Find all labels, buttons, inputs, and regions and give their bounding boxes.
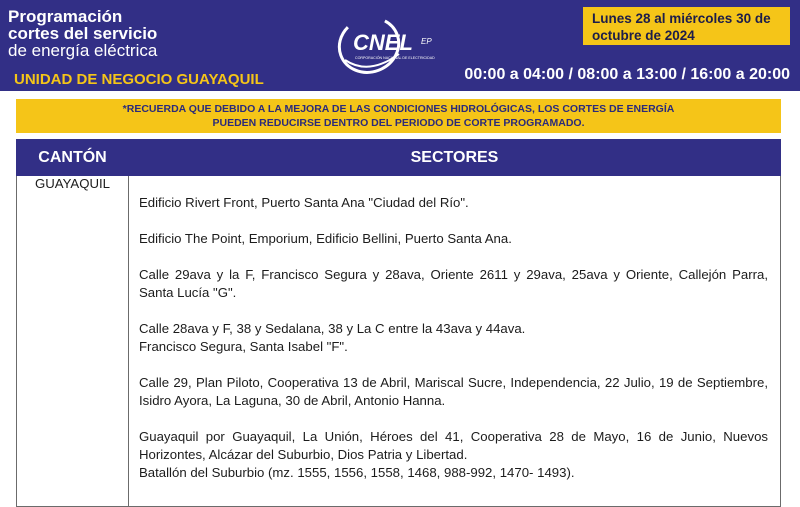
sector-line: Batallón del Suburbio (mz. 1555, 1556, 1558, 1468, 988-992, 1470- 1493). [139,465,575,480]
hydrology-notice [16,99,781,133]
title-line-2: cortes del servicio [8,24,158,43]
header-banner [0,0,800,91]
notice-line-1: *RECUERDA QUE DEBIDO A LA MEJORA DE LAS CONDICIONES HIDROLÓGICAS, LOS CORTES DE ENERGÍA [122,103,675,115]
canton-cell [17,176,129,507]
logo-suffix: EP [421,37,432,46]
sectors-list [129,176,780,482]
table-row [17,176,781,507]
header-canton: CANTÓN [17,140,129,176]
sector-paragraph [139,428,768,482]
sectors-cell [129,176,781,507]
date-line-1: Lunes 28 al miércoles 30 de [592,11,771,26]
date-line-2: octubre de 2024 [592,28,695,43]
title-line-1: Programación [8,7,123,26]
sector-paragraph [139,374,768,410]
business-unit-label: UNIDAD DE NEGOCIO GUAYAQUIL [14,71,264,88]
canton-name: GUAYAQUIL [35,176,110,191]
notice-line-2: PUEDEN REDUCIRSE DENTRO DEL PERIODO DE CORTE PROGRAMADO. [212,117,585,129]
sector-line: Guayaquil por Guayaquil, La Unión, Héroes del 41, Cooperativa 28 de Mayo, 16 de Junio, Nuevos Horizontes, Alcázar del Suburbio, Dios Patria y Libertad. [139,429,768,462]
title-line-3: de energía eléctrica [8,41,158,60]
logo-text: CNEL [353,30,413,55]
table-header-row [17,140,781,176]
page-title [8,8,157,59]
outage-table [16,139,781,507]
sector-line: Calle 29, Plan Piloto, Cooperativa 13 de Abril, Mariscal Sucre, Independencia, 22 Julio, 19 de Septiembre, Isidro Ayora, La Laguna, 30 de Abril, Antonio Hanna. [139,375,768,408]
sector-line: Calle 28ava y F, 38 y Sedalana, 38 y La C entre la 43ava y 44ava. [139,321,526,336]
cnel-logo [325,14,485,78]
sector-line: Francisco Segura, Santa Isabel "F". [139,339,348,354]
sector-paragraph [139,266,768,302]
sector-paragraph [139,194,768,212]
sector-line: Calle 29ava y la F, Francisco Segura y 28ava, Oriente 2611 y 29ava, 25ava y Oriente, Callejón Parra, Santa Lucía "G". [139,267,768,300]
sector-line: Edificio The Point, Emporium, Edificio Bellini, Puerto Santa Ana. [139,231,512,246]
date-range-box [583,7,790,45]
header-sectores: SECTORES [129,140,781,176]
sector-paragraph [139,230,768,248]
sector-paragraph [139,320,768,356]
sector-line: Edificio Rivert Front, Puerto Santa Ana "Ciudad del Río". [139,195,469,210]
logo-subtitle: CORPORACIÓN NACIONAL DE ELECTRICIDAD [355,56,435,60]
schedule-hours: 00:00 a 04:00 / 08:00 a 13:00 / 16:00 a 20:00 [464,66,790,83]
